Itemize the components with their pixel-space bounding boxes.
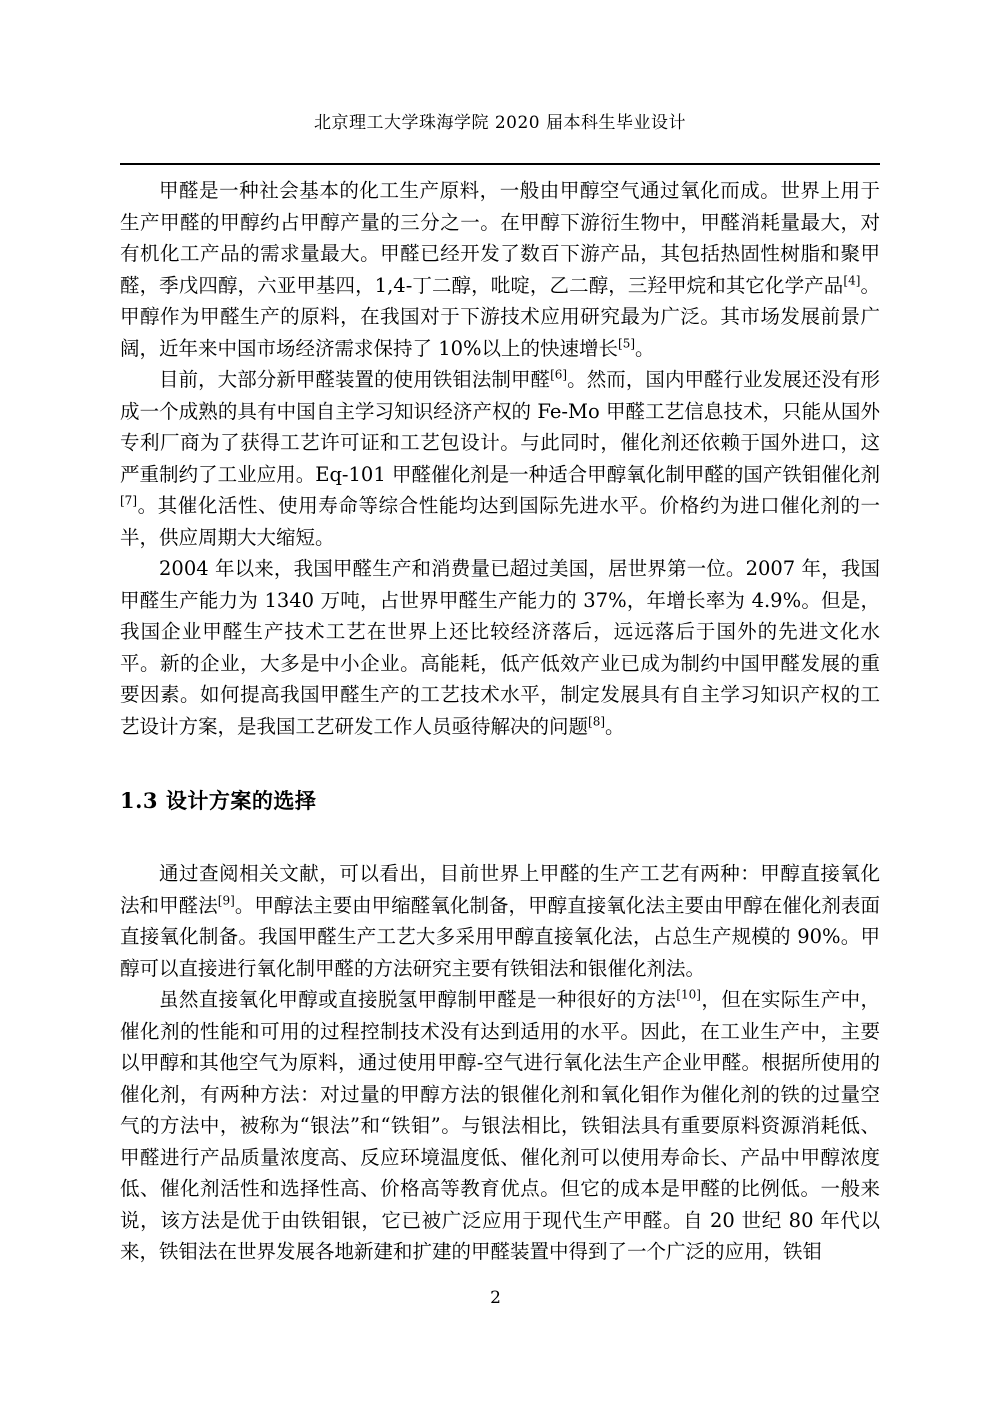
text-run: 2004 年以来，我国甲醛生产和消费量已超过美国，居世界第一位。2007 年，我国甲醛生产能力为 1340 万吨，占世界甲醛生产能力的 37%，年增长率为 4.9%。但是，我国企业甲醛生产技术工艺在世界上还比较经济落后，远远落后于国外的先进文化水平。新的企业，大多是中小企业。高能耗，低产低效产业已成为制约中国甲醛发展的重要因素。如何提高我国甲醛生产的工艺技术水平，制定发展具有自主学习知识产权的工艺设计方案，是我国工艺研发工作人员亟待解决的问题 xyxy=(120,557,880,738)
text-run: 虽然直接氧化甲醇或直接脱氢甲醇制甲醛是一种很好的方法 xyxy=(159,988,677,1011)
citation-ref: [4] xyxy=(843,273,861,287)
text-run: 。然而，国内甲醛行业发展还没有形成一个成熟的具有中国自主学习知识经济产权的 Fe-Mo 甲醛工艺信息技术，只能从国外专利厂商为了获得工艺许可证和工艺包设计。与此同时，催化剂还依赖于国外进口，这严重制约了工业应用。Eq-101 甲醛催化剂是一种适合甲醇氧化制甲醛的国产铁钼催化剂 xyxy=(120,368,880,486)
paragraph xyxy=(120,364,880,553)
text-run: 。 xyxy=(635,336,655,360)
text-run: 目前，大部分新甲醛装置的使用铁钼法制甲醛 xyxy=(159,368,551,391)
section-heading: 1.3 设计方案的选择 xyxy=(120,788,317,813)
page-header-title: 北京理工大学珠海学院 2020 届本科生毕业设计 xyxy=(313,113,687,133)
text-run: 。其催化活性、使用寿命等综合性能均达到国际先进水平。价格约为进口催化剂的一半，供应周期大大缩短。 xyxy=(120,494,880,549)
citation-ref: [9] xyxy=(217,893,235,907)
document-body xyxy=(120,175,880,1268)
text-run: 。甲醇作为甲醛生产的原料，在我国对于下游技术应用研究最为广泛。其市场发展前景广阔，近年来中国市场经济需求保持了 10%以上的快速增长 xyxy=(120,273,880,360)
paragraph xyxy=(120,984,880,1268)
page-number: 2 xyxy=(490,1288,501,1308)
citation-ref: [6] xyxy=(550,367,568,382)
paragraph xyxy=(120,553,880,742)
text-run: 。 xyxy=(605,714,625,738)
paragraph xyxy=(120,175,880,364)
citation-ref: [7] xyxy=(120,493,137,508)
text-run: ，但在实际生产中，催化剂的性能和可用的过程控制技术没有达到适用的水平。因此，在工业生产中，主要以甲醇和其他空气为原料，通过使用甲醇-空气进行氧化法生产企业甲醛。根据所使用的催化剂，有两种方法：对过量的甲醇方法的银催化剂和氧化钼作为催化剂的铁的过量空气的方法中，被称为“银法”和“铁钼”。与银法相比，铁钼法具有重要原料资源消耗低、甲醛进行产品质量浓度高、反应环境温度低、催化剂可以使用寿命长、产品中甲醇浓度低、催化剂活性和选择性高、价格高等教育优点。但它的成本是甲醛的比例低。一般来说，该方法是优于由铁钼银，它已被广泛应用于现代生产甲醛。自 20 世纪 80 年代以来，铁钼法在世界发展各地新建和扩建的甲醛装置中得到了一个广泛的应用，铁钼 xyxy=(120,988,880,1263)
citation-ref: [8] xyxy=(588,714,606,728)
paragraph xyxy=(120,858,880,984)
text-run: 。甲醇法主要由甲缩醛氧化制备，甲醇直接氧化法主要由甲醇在催化剂表面直接氧化制备。我国甲醛生产工艺大多采用甲醇直接氧化法，占总生产规模的 90%。甲醇可以直接进行氧化制甲醛的方法研究主要有铁钼法和银催化剂法。 xyxy=(120,893,880,980)
citation-ref: [10] xyxy=(676,987,701,1002)
header-divider xyxy=(120,163,880,165)
text-run: 甲醛是一种社会基本的化工生产原料，一般由甲醇空气通过氧化而成。世界上用于生产甲醛的甲醇约占甲醇产量的三分之一。在甲醇下游衍生物中，甲醛消耗量最大，对有机化工产品的需求量最大。甲醛已经开发了数百下游产品，其包括热固性树脂和聚甲醛，季戊四醇，六亚甲基四，1,4-丁二醇，吡啶，乙二醇，三羟甲烷和其它化学产品 xyxy=(120,179,880,297)
citation-ref: [5] xyxy=(618,336,636,350)
document-content xyxy=(120,110,880,1268)
text-run: 通过查阅相关文献，可以看出，目前世界上甲醛的生产工艺有两种：甲醇直接氧化法和甲醛法 xyxy=(120,862,880,917)
